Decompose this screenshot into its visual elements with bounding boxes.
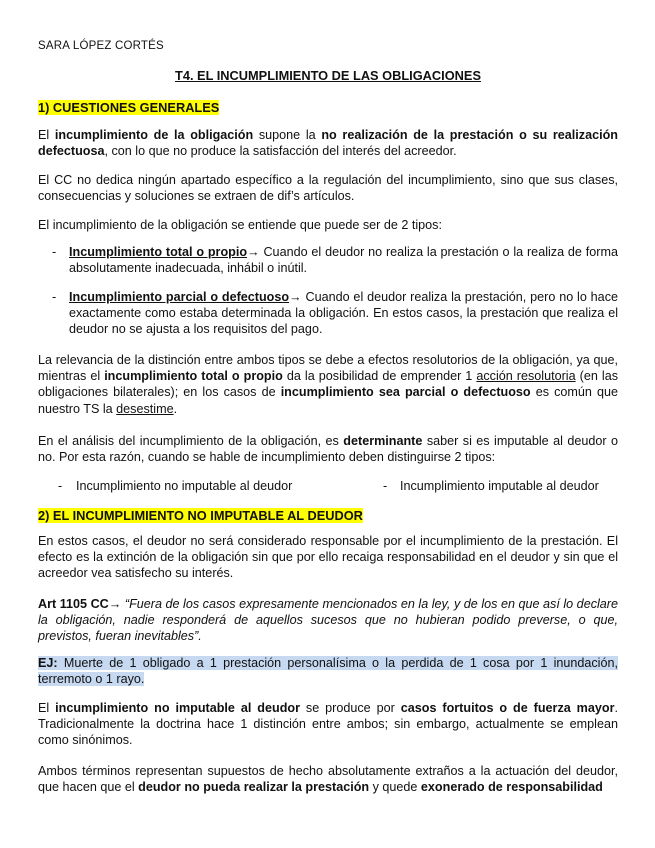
article-quote: “Fuera de los casos expresamente mencionados en la ley, y de los en que así lo declare la obligación, nadie responderá de aquellos sucesos que no hubieran podido preverse, o que, previstos, fueran inevitables”.: [38, 597, 618, 644]
underlined-run: acción resolutoria: [476, 369, 576, 384]
text-run: supone la: [253, 128, 322, 142]
bold-run: incumplimiento de la obligación: [54, 128, 254, 142]
bold-run: incumplimiento sea parcial o defectuoso: [280, 385, 531, 400]
text-run: Cuando el deudor no realiza la prestación o la realiza de forma absolutamente inadecuada, inhábil o inútil.: [69, 245, 618, 276]
author-header: SARA LÓPEZ CORTÉS: [38, 40, 164, 52]
bullet-dash: -: [383, 479, 388, 493]
bullet-dash: -: [52, 245, 57, 259]
bullet-term: Incumplimiento total o propio: [69, 245, 248, 259]
paragraph-example: [38, 655, 618, 687]
paragraph-two-types: El incumplimiento de la obligación se entiende que puede ser de 2 tipos:: [38, 218, 442, 232]
bullet-total: [52, 244, 618, 276]
bold-run: incumplimiento total o propio: [104, 369, 283, 384]
text-run: Muerte de 1 obligado a 1 prestación personalísima o la perdida de 1 cosa por 1 inundación, terremoto o 1 rayo.: [38, 656, 618, 687]
bullet-dash: -: [58, 479, 63, 493]
section-heading-2-text: 2) EL INCUMPLIMIENTO NO IMPUTABLE AL DEUDOR: [38, 508, 363, 523]
section-heading-2: [38, 508, 363, 524]
bullet-dash: -: [52, 290, 57, 304]
bold-run: deudor no pueda realizar la prestación: [138, 780, 370, 795]
types-row: [38, 478, 618, 494]
section-heading-1: [38, 100, 219, 116]
bold-run: incumplimiento no imputable al deudor: [55, 701, 300, 715]
bold-run: no realización de la prestación o su realización defectuosa: [38, 128, 618, 159]
example-label: EJ:: [38, 656, 58, 670]
bold-run: exonerado de responsabilidad: [420, 780, 603, 795]
text-run: (en las obligaciones bilaterales); en los casos de: [38, 369, 618, 400]
text-run: y quede: [369, 780, 421, 795]
paragraph-art-1105: [38, 596, 618, 645]
bold-run: determinante: [343, 434, 423, 448]
text-run: se produce por: [299, 701, 401, 715]
text-run: El: [38, 128, 55, 142]
bullet-text: [69, 244, 618, 276]
bullet-parcial: [52, 289, 618, 338]
text-run: Cuando el deudor realiza la prestación, pero no lo hace exactamente como estaba determinada la obligación. En estos casos, la prestación que realiza el deudor no se ajusta a los requisitos del pago.: [69, 290, 618, 337]
document-title: T4. EL INCUMPLIMIENTO DE LAS OBLIGACIONES: [175, 68, 481, 83]
paragraph-analisis: [38, 433, 618, 465]
text-run: En el análisis del incumplimiento de la obligación, es: [38, 434, 344, 448]
paragraph-cc: El CC no dedica ningún apartado específico a la regulación del incumplimiento, sino que sus clases, consecuencias y soluciones se extraen de dif’s artículos.: [38, 173, 618, 204]
type-imputable: Incumplimiento imputable al deudor: [400, 479, 599, 493]
paragraph-relevancia: [38, 352, 618, 417]
arrow-glyph: →: [289, 290, 302, 304]
text-run: , con lo que no produce la satisfacción del interés del acreedor.: [104, 144, 457, 159]
bullet-term: Incumplimiento parcial o defectuoso: [69, 290, 290, 304]
text-run: .: [173, 401, 178, 416]
bold-run: casos fortuitos o de fuerza mayor: [400, 701, 615, 715]
section-heading-1-text: 1) CUESTIONES GENERALES: [38, 100, 220, 115]
text-run: saber si es imputable al deudor o no. Por esta razón, cuando se hable de incumplimiento deben distinguirse 2 tipos:: [38, 434, 618, 465]
arrow-glyph: →: [108, 597, 122, 611]
arrow-glyph: →: [247, 245, 260, 259]
paragraph-casos-fortuitos: [38, 700, 618, 749]
example-highlight: [38, 656, 618, 686]
article-ref: Art 1105 CC: [38, 597, 109, 611]
bullet-text: [69, 289, 618, 338]
paragraph-ambos-terminos: [38, 763, 618, 795]
text-run: da la posibilidad de emprender 1: [282, 369, 477, 384]
text-run: es común que nuestro TS la: [38, 385, 618, 416]
paragraph-definition: [38, 127, 618, 159]
text-run: Ambos términos representan supuestos de hecho absolutamente extraños a la actuación del deudor, que hacen que el: [38, 764, 618, 795]
text-run: . Tradicionalmente la doctrina hace 1 distinción entre ambos; sin embargo, actualmente se emplean como sinónimos.: [38, 701, 618, 748]
paragraph-efecto: En estos casos, el deudor no será considerado responsable por el incumplimiento de la prestación. El efecto es la extinción de la obligación sin que por ello recaiga responsabilidad en el deudor y sin que el acreedor vea satisfecho su interés.: [38, 534, 618, 581]
type-no-imputable: Incumplimiento no imputable al deudor: [76, 479, 293, 493]
text-run: El: [38, 701, 56, 715]
underlined-run: desestime: [116, 401, 174, 416]
text-run: La relevancia de la distinción entre ambos tipos se debe a efectos resolutorios de la obligación, ya que, mientras el: [38, 353, 618, 384]
